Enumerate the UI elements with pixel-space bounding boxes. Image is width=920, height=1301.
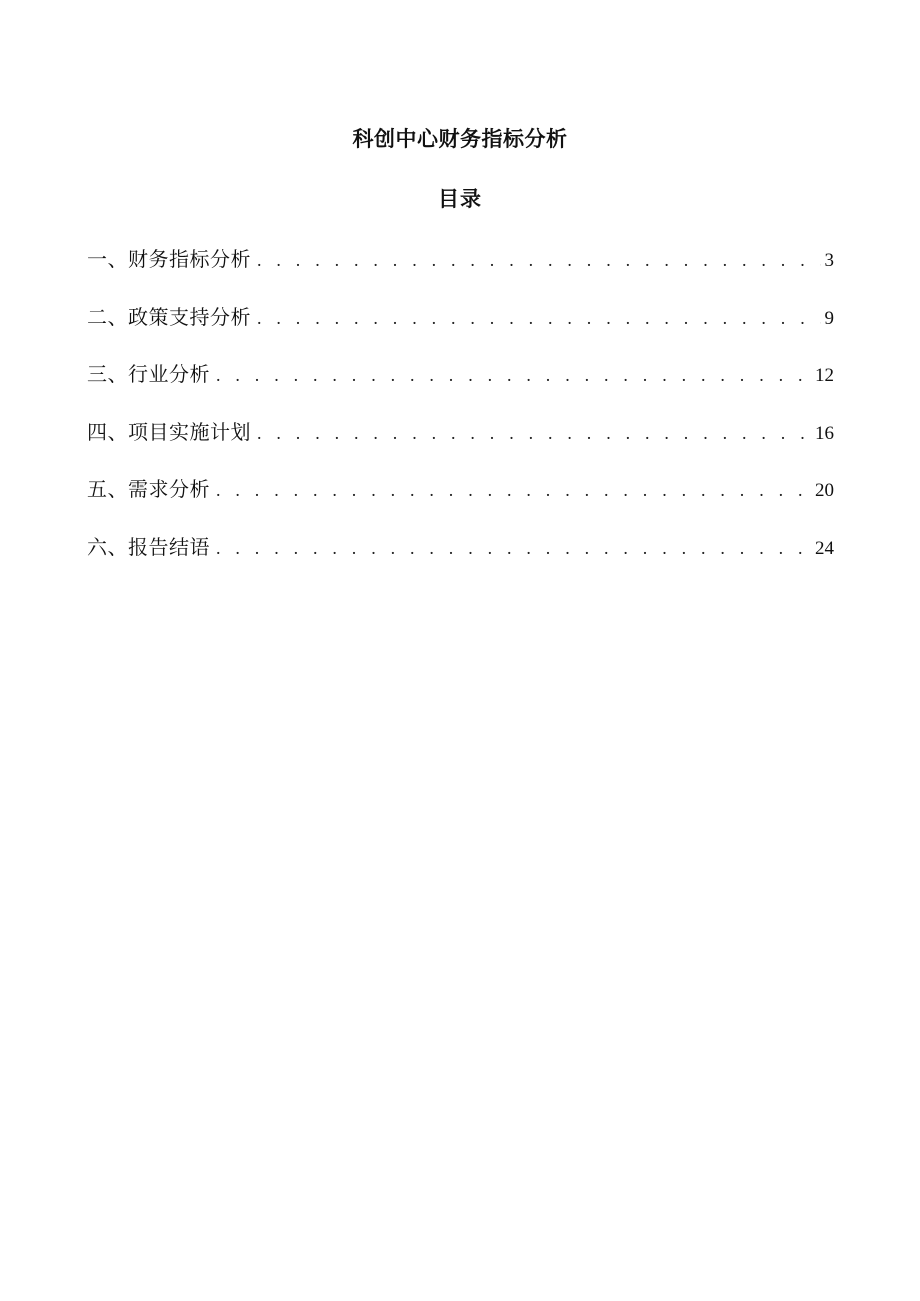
toc-entry-label: 五、需求分析 <box>87 477 210 501</box>
toc-entry-label: 二、政策支持分析 <box>87 304 251 329</box>
toc-entry-implementation-plan[interactable] <box>87 417 834 475</box>
toc-dot-leader <box>216 533 811 563</box>
toc-dot-leader <box>216 475 811 505</box>
toc-entry-demand-analysis[interactable] <box>87 474 834 532</box>
toc-entry-label: 三、行业分析 <box>87 362 210 386</box>
toc-dot-leader <box>257 303 821 333</box>
toc-entry-conclusion[interactable] <box>87 532 834 590</box>
toc-entry-label: 四、项目实施计划 <box>87 419 251 444</box>
toc-dot-leader <box>257 418 811 448</box>
toc-page-number: 20 <box>815 480 834 501</box>
toc-entry-label: 一、财务指标分析 <box>87 247 251 271</box>
toc-entry-financial-indicators[interactable] <box>87 244 834 302</box>
toc-entry-policy-support[interactable] <box>87 302 834 360</box>
document-title: 科创中心财务指标分析 <box>352 127 568 151</box>
toc-page-number: 16 <box>815 422 834 444</box>
toc-entry-label: 六、报告结语 <box>87 534 210 559</box>
toc-dot-leader <box>257 245 821 275</box>
toc-page-number: 24 <box>815 537 834 559</box>
toc-page-number: 3 <box>824 250 834 271</box>
toc-entry-industry-analysis[interactable] <box>87 359 834 417</box>
table-of-contents <box>87 244 834 589</box>
toc-page-number: 12 <box>815 365 834 386</box>
toc-heading: 目录 <box>438 187 482 211</box>
toc-dot-leader <box>216 360 811 390</box>
toc-page-number: 9 <box>824 307 834 329</box>
